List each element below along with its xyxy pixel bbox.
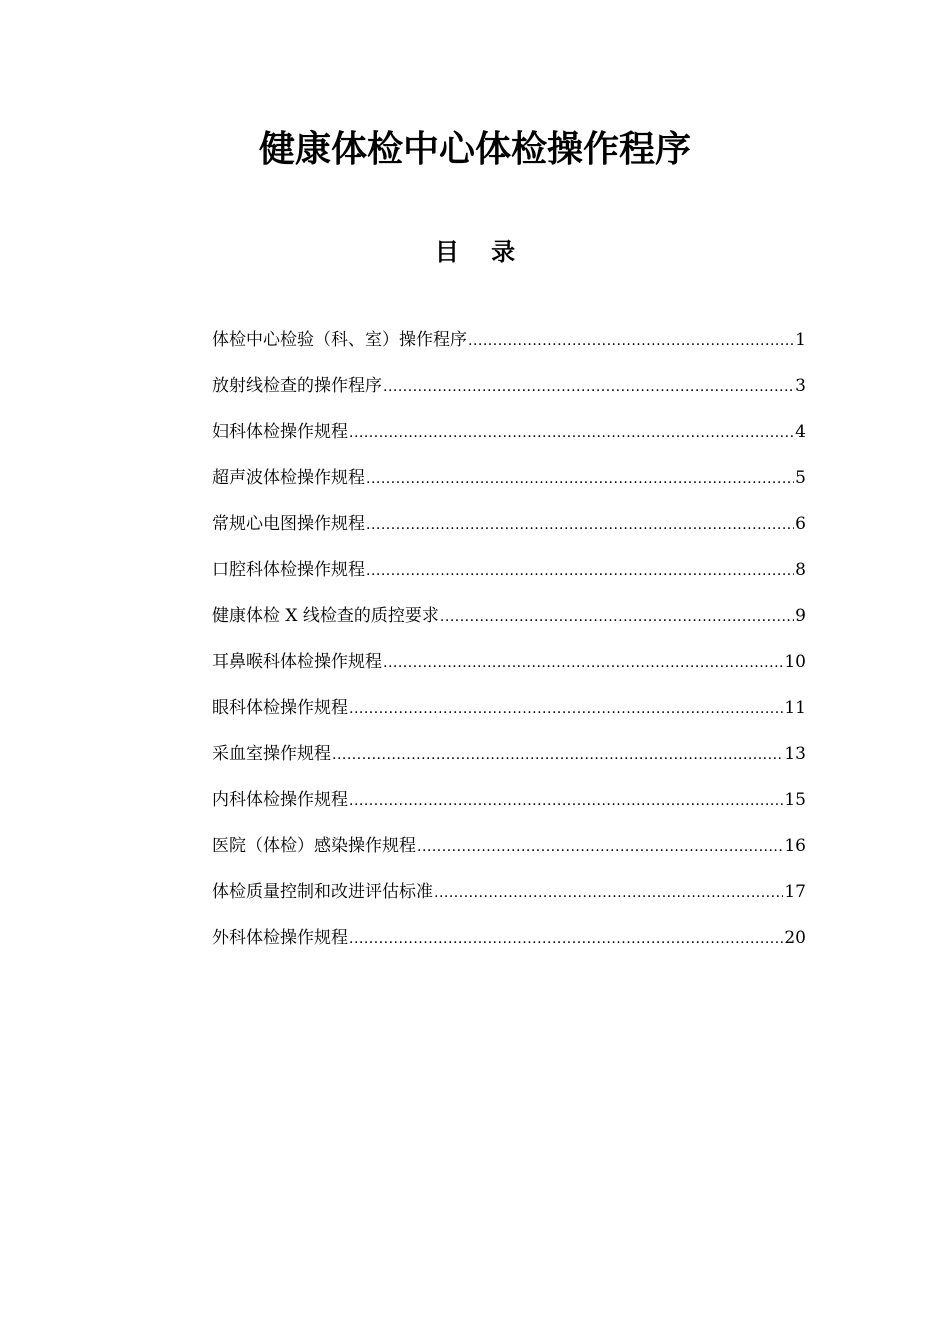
toc-entry-label: 体检中心检验（科、室）操作程序 <box>212 330 467 350</box>
toc-entry-label: 耳鼻喉科体检操作规程 <box>212 652 382 672</box>
toc-dot-leader <box>366 465 794 493</box>
toc-entry-page: 15 <box>784 790 806 810</box>
toc-entry-page: 8 <box>795 560 806 580</box>
toc-entry[interactable] <box>212 924 806 970</box>
toc-entry[interactable] <box>212 510 806 556</box>
toc-dot-leader <box>366 511 794 539</box>
toc-entry-label: 采血室操作规程 <box>212 744 331 764</box>
toc-entry-label: 放射线检查的操作程序 <box>212 376 382 396</box>
toc-entry[interactable] <box>212 832 806 878</box>
toc-entry-page: 3 <box>795 376 806 396</box>
toc-entry[interactable] <box>212 326 806 372</box>
toc-dot-leader <box>440 603 794 631</box>
toc-entry[interactable] <box>212 418 806 464</box>
table-of-contents <box>212 326 806 970</box>
toc-dot-leader <box>468 327 794 355</box>
toc-entry-page: 16 <box>784 836 806 856</box>
toc-dot-leader <box>349 419 794 447</box>
toc-dot-leader <box>332 741 783 769</box>
toc-dot-leader <box>349 925 783 953</box>
toc-entry-page: 6 <box>795 514 806 534</box>
toc-dot-leader <box>383 649 783 677</box>
toc-entry-label: 口腔科体检操作规程 <box>212 560 365 580</box>
toc-entry-page: 4 <box>795 422 806 442</box>
document-title: 健康体检中心体检操作程序 <box>258 129 691 170</box>
toc-entry[interactable] <box>212 694 806 740</box>
toc-dot-leader <box>349 787 783 815</box>
toc-entry-label: 妇科体检操作规程 <box>212 422 348 442</box>
toc-entry-page: 9 <box>795 606 806 626</box>
toc-entry[interactable] <box>212 464 806 510</box>
toc-entry[interactable] <box>212 556 806 602</box>
toc-entry-label: 内科体检操作规程 <box>212 790 348 810</box>
toc-entry[interactable] <box>212 740 806 786</box>
toc-entry[interactable] <box>212 786 806 832</box>
toc-entry-page: 1 <box>795 330 806 350</box>
toc-entry-label: 体检质量控制和改进评估标准 <box>212 882 433 902</box>
toc-entry-page: 5 <box>795 468 806 488</box>
toc-heading: 目 录 <box>434 238 528 266</box>
toc-dot-leader <box>434 879 783 907</box>
toc-entry-label: 外科体检操作规程 <box>212 928 348 948</box>
toc-entry-label: 超声波体检操作规程 <box>212 468 365 488</box>
toc-dot-leader <box>349 695 783 723</box>
toc-entry[interactable] <box>212 648 806 694</box>
toc-entry-page: 10 <box>784 652 806 672</box>
toc-entry-label: 医院（体检）感染操作规程 <box>212 836 416 856</box>
toc-dot-leader <box>383 373 794 401</box>
toc-entry[interactable] <box>212 878 806 924</box>
toc-entry[interactable] <box>212 372 806 418</box>
toc-entry-label: 常规心电图操作规程 <box>212 514 365 534</box>
toc-entry-label: 健康体检 X 线检查的质控要求 <box>212 606 439 626</box>
toc-entry-page: 13 <box>784 744 806 764</box>
toc-entry-page: 17 <box>784 882 806 902</box>
toc-dot-leader <box>417 833 783 861</box>
toc-entry[interactable] <box>212 602 806 648</box>
toc-entry-page: 20 <box>784 928 806 948</box>
toc-entry-label: 眼科体检操作规程 <box>212 698 348 718</box>
toc-dot-leader <box>366 557 794 585</box>
toc-entry-page: 11 <box>784 698 806 718</box>
